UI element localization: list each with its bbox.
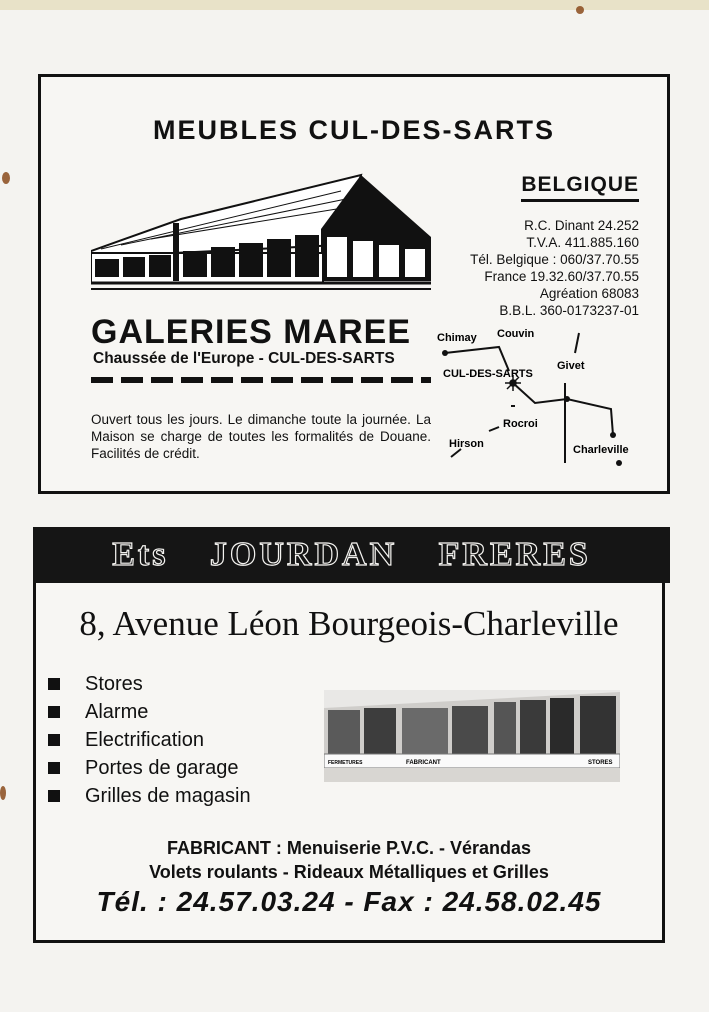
map-label-cul-des-sarts: CUL-DES-SARTS [443, 368, 533, 380]
registration-info [470, 217, 639, 319]
fabricant-line: Volets roulants - Rideaux Métalliques et Grilles [149, 862, 549, 882]
list-item [48, 670, 251, 698]
store-description: Ouvert tous les jours. Le dimanche toute la journée. La Maison se charge de toutes les formalités de Douane. Facilités de crédit. [91, 412, 431, 461]
square-bullet-icon [48, 790, 60, 802]
map-label-hirson: Hirson [449, 438, 484, 450]
service-label: Electrification [85, 728, 204, 751]
registration-line: T.V.A. 411.885.160 [526, 235, 639, 250]
shopfront-photo [324, 690, 620, 782]
map-label-couvin: Couvin [497, 328, 535, 340]
ad-galeries-maree [38, 74, 670, 494]
location-map [435, 323, 669, 473]
registration-line: B.B.L. 360-0173237-01 [499, 303, 639, 318]
sign-fabricant: FABRICANT [406, 760, 441, 766]
service-label: Portes de garage [85, 756, 239, 779]
company-banner [33, 527, 670, 583]
sign-fermetures: FERMETURES [328, 760, 363, 766]
ad-jourdan-freres [33, 527, 665, 943]
company-address: 8, Avenue Léon Bourgeois-Charleville [79, 604, 619, 643]
square-bullet-icon [48, 762, 60, 774]
services-list [48, 670, 251, 810]
square-bullet-icon [48, 706, 60, 718]
service-label: Alarme [85, 700, 149, 723]
list-item [48, 726, 251, 754]
service-label: Stores [85, 672, 143, 695]
map-label-charleville: Charleville [573, 444, 629, 456]
dashed-divider [91, 377, 431, 383]
ad-title: MEUBLES CUL-DES-SARTS [152, 115, 555, 145]
registration-line: Agréation 68083 [539, 286, 639, 301]
square-bullet-icon [48, 734, 60, 746]
registration-line: R.C. Dinant 24.252 [524, 218, 639, 233]
fabricant-line: FABRICANT : Menuiserie P.V.C. - Vérandas [166, 838, 532, 858]
map-label-rocroi: Rocroi [503, 418, 538, 430]
store-address: Chaussée de l'Europe - CUL-DES-SARTS [93, 350, 395, 367]
square-bullet-icon [48, 678, 60, 690]
rust-stain [576, 6, 584, 14]
list-item [48, 698, 251, 726]
fabricant-info [36, 836, 662, 884]
list-item [48, 782, 251, 810]
map-label-chimay: Chimay [437, 332, 477, 344]
sign-stores: STORES [588, 760, 613, 766]
registration-line: France 19.32.60/37.70.55 [484, 269, 639, 284]
phone-fax: Tél. : 24.57.03.24 - Fax : 24.58.02.45 [96, 886, 602, 917]
list-item [48, 754, 251, 782]
rust-stain [2, 172, 10, 184]
page-top-edge [0, 0, 709, 10]
map-label-givet: Givet [557, 360, 585, 372]
company-name: Ets JOURDAN FRERES [112, 536, 591, 573]
rust-stain [0, 786, 6, 800]
store-building-illustration [91, 173, 435, 293]
store-name: GALERIES MAREE [91, 313, 412, 351]
registration-line: Tél. Belgique : 060/37.70.55 [470, 252, 639, 267]
country-label: BELGIQUE [521, 173, 639, 202]
service-label: Grilles de magasin [85, 784, 251, 807]
